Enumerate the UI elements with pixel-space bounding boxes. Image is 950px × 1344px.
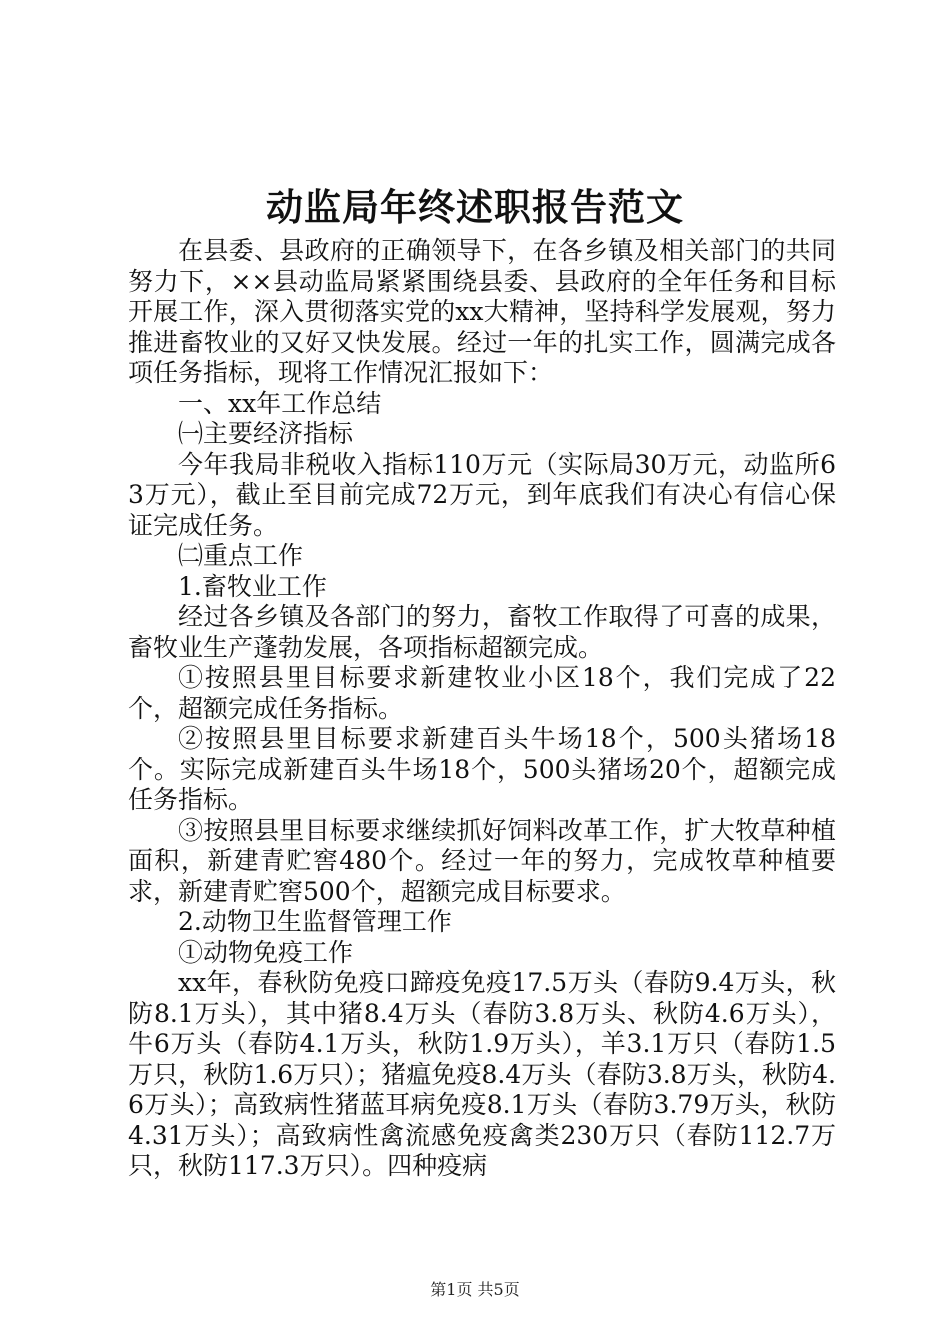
livestock-item-1: ①按照县里目标要求新建牧业小区18个，我们完成了22个，超额完成任务指标。 [128,663,836,723]
intro-paragraph: 在县委、县政府的正确领导下，在各乡镇及相关部门的共同努力下，××县动监局紧紧围绕县委、县政府的全年任务和目标开展工作，深入贯彻落实党的xx大精神，坚持科学发展观，努力推进畜牧业的又好又快发展。经过一年的扎实工作，圆满完成各项任务指标，现将工作情况汇报如下： [128,236,836,387]
document-title: 动监局年终述职报告范文 [266,185,684,229]
item-heading-immunization: ①动物免疫工作 [178,937,354,967]
livestock-item-3: ③按照县里目标要求继续抓好饲料改革工作，扩大牧草种植面积，新建青贮窖480个。经过一年的努力，完成牧草种植要求，新建青贮窖500个，超额完成目标要求。 [128,815,836,906]
immunization-paragraph: xx年，春秋防免疫口蹄疫免疫17.5万头（春防9.4万头，秋防8.1万头），其中猪8.4万头（春防3.8万头、秋防4.6万头），牛6万头（春防4.1万头，秋防1.9万头），羊3.1万只（春防1.5万只，秋防1.6万只）；猪瘟免疫8.4万头（春防3.8万头，秋防4.6万头）；高致病性猪蓝耳病免疫8.1万头（春防3.79万头，秋防4.31万头）；高致病性禽流感免疫禽类230万只（春防112.7万只，秋防117.3万只）。四种疫病 [128,968,836,1180]
item-heading-livestock: 1.畜牧业工作 [178,571,327,601]
page-number-footer: 第1页 共5页 [430,1280,520,1299]
economic-paragraph: 今年我局非税收入指标110万元（实际局30万元，动监所63万元），截止至目前完成72万元，到年底我们有决心有信心保证完成任务。 [128,449,836,540]
item-heading-animal-health: 2.动物卫生监督管理工作 [178,907,452,936]
livestock-paragraph: 经过各乡镇及各部门的努力，畜牧工作取得了可喜的成果，畜牧业生产蓬勃发展，各项指标超额完成。 [128,602,836,662]
document-body [128,236,836,1182]
livestock-item-2: ②按照县里目标要求新建百头牛场18个，500头猪场18个。实际完成新建百头牛场18个，500头猪场20个，超额完成任务指标。 [128,724,836,814]
subsection-heading-economic: ㈠主要经济指标 [178,419,354,448]
subsection-heading-key-work: ㈡重点工作 [178,541,304,570]
section-heading-summary: 一、xx年工作总结 [178,388,382,418]
